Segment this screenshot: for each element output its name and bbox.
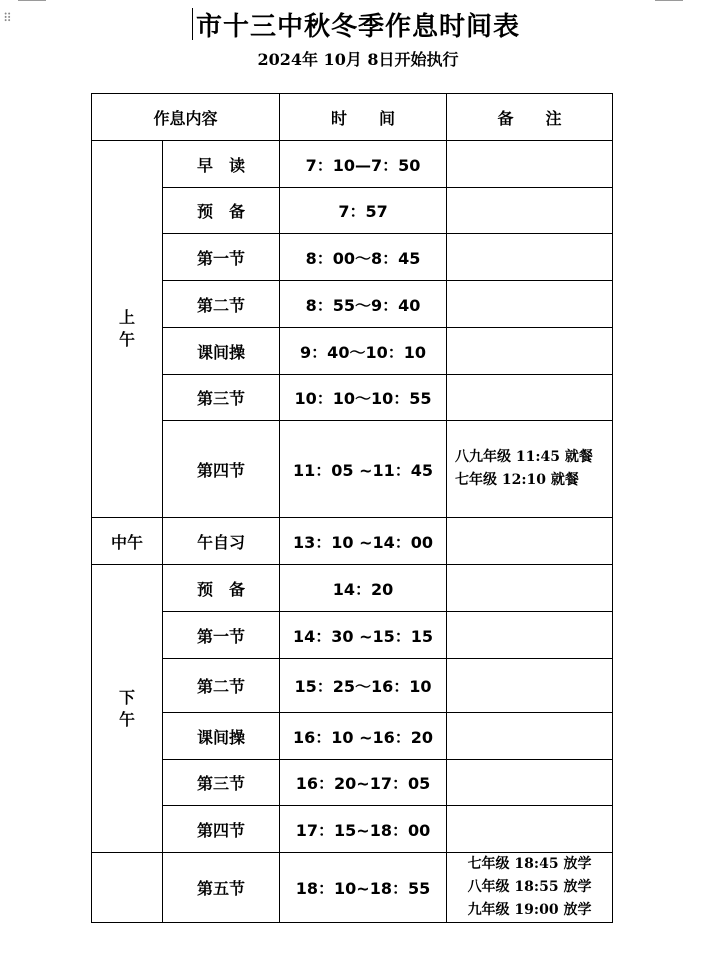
row-name: 第四节: [163, 421, 280, 518]
table-row: [92, 328, 613, 375]
row-name: 课间操: [163, 328, 280, 375]
period-afternoon: [92, 565, 163, 853]
note-line: 八年级 18:55 放学: [467, 879, 592, 895]
row-note: [447, 281, 613, 328]
table-row: [92, 659, 613, 713]
row-time: 14：30 ~15：15: [280, 612, 447, 659]
row-name: 第三节: [163, 375, 280, 421]
schedule-table: [91, 93, 613, 923]
page-title: 市十三中秋冬季作息时间表: [195, 12, 520, 42]
row-name: 午自习: [163, 518, 280, 565]
table-row: [92, 421, 613, 518]
row-note: [447, 421, 613, 518]
row-time: 15：25～16：10: [280, 659, 447, 713]
row-name: 第二节: [163, 659, 280, 713]
row-name: 第四节: [163, 806, 280, 853]
row-time: 16：10 ~16：20: [280, 713, 447, 760]
row-name: 预 备: [163, 565, 280, 612]
row-time: 17：15~18：00: [280, 806, 447, 853]
row-name: 第一节: [163, 234, 280, 281]
table-header-row: [92, 94, 613, 141]
row-time: 14：20: [280, 565, 447, 612]
row-time: 13：10 ~14：00: [280, 518, 447, 565]
row-note: [447, 234, 613, 281]
row-note: [447, 806, 613, 853]
row-name: 第一节: [163, 612, 280, 659]
row-time: 8：55～9：40: [280, 281, 447, 328]
row-note: [447, 518, 613, 565]
row-note: [447, 565, 613, 612]
row-note: [447, 853, 613, 923]
note-line: 九年级 19:00 放学: [467, 902, 592, 918]
row-time: 18：10~18：55: [280, 853, 447, 923]
row-note: [447, 612, 613, 659]
row-time: 8：00～8：45: [280, 234, 447, 281]
table-row: [92, 806, 613, 853]
table-row: [92, 518, 613, 565]
table-row: [92, 565, 613, 612]
row-time: 9：40～10：10: [280, 328, 447, 375]
table-row: [92, 234, 613, 281]
page-subtitle: 2024年 10月 8日开始执行: [257, 50, 459, 69]
table-row: [92, 612, 613, 659]
row-note: [447, 760, 613, 806]
note-line: 七年级 12:10 就餐: [455, 472, 579, 488]
row-name: 课间操: [163, 713, 280, 760]
table-row: [92, 141, 613, 188]
row-name: 第二节: [163, 281, 280, 328]
row-note: [447, 713, 613, 760]
text-cursor: [192, 8, 193, 40]
row-time: 16：20~17：05: [280, 760, 447, 806]
row-time: 11：05 ~11：45: [280, 421, 447, 518]
table-row: [92, 281, 613, 328]
table-row: [92, 853, 613, 923]
row-note: [447, 188, 613, 234]
row-name: 早 读: [163, 141, 280, 188]
table-row: [92, 760, 613, 806]
note-line: 八九年级 11:45 就餐: [455, 449, 593, 465]
period-morning-label: 上午: [118, 308, 135, 349]
row-name: 第五节: [163, 853, 280, 923]
row-time: 7：57: [280, 188, 447, 234]
header-time: 时 间: [280, 94, 447, 141]
row-time: 10：10～10：55: [280, 375, 447, 421]
row-name: 预 备: [163, 188, 280, 234]
header-note: 备 注: [447, 94, 613, 141]
row-note: [447, 659, 613, 713]
table-row: [92, 375, 613, 421]
table-move-handle-icon[interactable]: ⠿: [3, 11, 12, 25]
row-time: 7：10—7：50: [280, 141, 447, 188]
period-empty: [92, 853, 163, 923]
row-name: 第三节: [163, 760, 280, 806]
period-morning: [92, 141, 163, 518]
header-content: 作息内容: [92, 94, 280, 141]
page-corner-mark-right: [655, 0, 683, 1]
table-row: [92, 713, 613, 760]
note-line: 七年级 18:45 放学: [467, 856, 592, 872]
row-note: [447, 375, 613, 421]
page-corner-mark-left: [18, 0, 46, 1]
row-note: [447, 141, 613, 188]
table-row: [92, 188, 613, 234]
row-note: [447, 328, 613, 375]
period-afternoon-label: 下午: [118, 687, 135, 729]
period-noon: 中午: [92, 518, 163, 565]
